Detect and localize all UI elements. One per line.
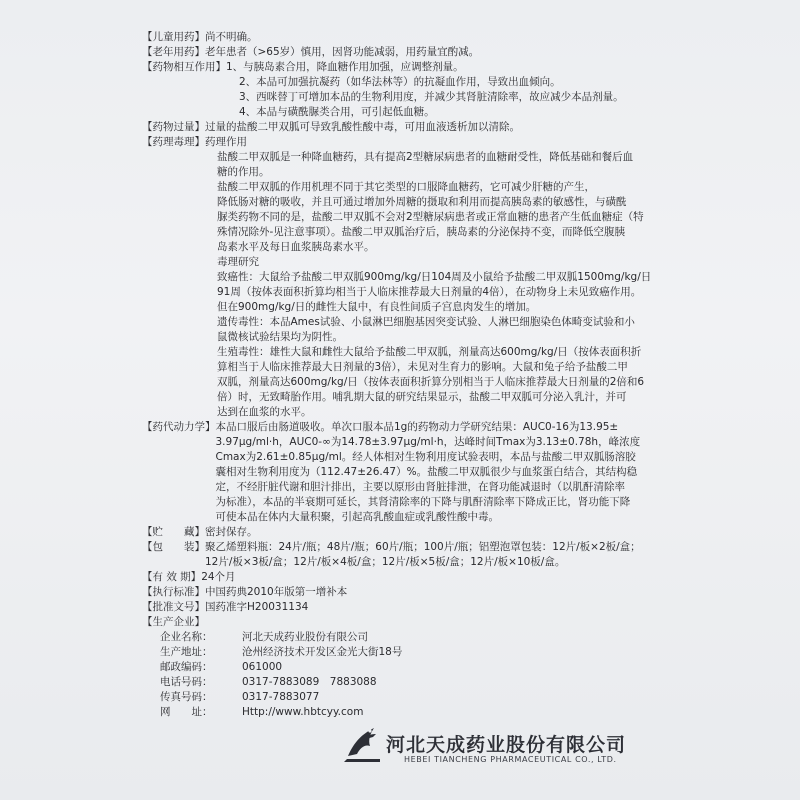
section-body: [205, 525, 662, 540]
section-sub-line: 双胍，剂量高达600mg/kg/日（按体表面积折算分别相当于人临床推荐最大日剂量的2倍和6: [217, 376, 645, 388]
section-body: [205, 135, 662, 150]
section-text-line: 老年患者（>65岁）慎用，因肾功能减弱，用药量宜酌减。: [205, 46, 480, 58]
section-sub-line: 倍）时，无致畸胎作用。哺乳期大鼠的研究结果显示，盐酸二甲双胍可分泌入乳汁，并可: [217, 391, 627, 403]
company-info-key: 企业名称：: [160, 631, 213, 643]
section-label: 【儿童用药】: [142, 31, 205, 43]
section-sub-line: 达到在血浆的水平。: [217, 406, 312, 418]
company-info-key: 网 址：: [160, 706, 213, 718]
company-info-value: Http://www.hbtcyy.com: [242, 706, 364, 718]
section-sub-line: 但在900mg/kg/日的雌性大鼠中，有良性间质子宫息肉发生的增加。: [217, 301, 537, 313]
footer-company-name-en: HEBEI TIANCHENG PHARMACEUTICAL CO., LTD.: [404, 755, 617, 764]
company-info-row: [142, 630, 662, 645]
company-info-value: 沧州经济技术开发区金光大街18号: [242, 646, 403, 658]
section-text-line: 定，不经肝脏代谢和胆汁排出，主要以原形由肾脏排泄，在肾功能减退时（以肌酐清除率: [215, 481, 625, 493]
section-text-line: 聚乙烯塑料瓶：24片/瓶；48片/瓶；60片/瓶；100片/瓶；铝塑泡罩包装：12片/板×2板/盒；: [205, 541, 641, 553]
section-label: 【药代动力学】: [142, 421, 216, 433]
footer-company-name-cn: 河北天成药业股份有限公司: [386, 734, 627, 756]
company-info-value: 0317-7883089 7883088: [242, 676, 377, 688]
company-info-key: 传真号码：: [160, 691, 213, 703]
section-3: [142, 120, 662, 135]
section-body: [216, 420, 663, 525]
section-sub-line: 殊情况除外-见注意事项）。盐酸二甲双胍治疗后，胰岛素的分泌保持不变，而降低空腹胰: [217, 226, 626, 238]
section-0: [142, 30, 662, 45]
section-2: [142, 60, 662, 75]
section-6: [142, 525, 662, 540]
section-sub-line: 鼠微核试验结果均为阴性。: [217, 331, 343, 343]
section-body: [205, 585, 662, 600]
company-info-key: 电话号码：: [160, 676, 213, 688]
section-text-line: 3.97μg/ml·h，AUC0-∞为14.78±3.97μg/ml·h，达峰时间Tmax为3.13±0.78h，峰浓度: [215, 436, 641, 448]
section-label: 【有 效 期】: [142, 571, 202, 583]
section-text-line: 尚不明确。: [205, 31, 258, 43]
section-text-line: 密封保存。: [205, 526, 258, 538]
leaflet-content: [142, 30, 662, 720]
company-info-row: [142, 645, 662, 660]
section-sub-line: 生殖毒性：雄性大鼠和雌性大鼠给予盐酸二甲双胍，剂量高达600mg/kg/日（按体表面积折: [217, 346, 642, 358]
company-info-row: [142, 705, 662, 720]
section-sub-line: 降低肠对糖的吸收，并且可通过增加外周糖的摄取和利用而提高胰岛素的敏感性，与磺酰: [217, 196, 627, 208]
section-sub-line: 毒理研究: [217, 256, 259, 268]
section-label: 【药理毒理】: [142, 136, 205, 148]
section-sub-line: 3、西咪替丁可增加本品的生物利用度，并减少其肾脏清除率，故应减少本品剂量。: [239, 91, 624, 103]
section-text-line: 中国药典2010年版第一增补本: [205, 586, 348, 598]
section-9: [142, 585, 662, 600]
section-11: [142, 615, 662, 630]
section-4: [142, 135, 662, 150]
section-text-line: 可使本品在体内大量积聚，引起高乳酸血症或乳酸性酸中毒。: [215, 511, 499, 523]
section-sub-line: 糖的作用。: [217, 166, 270, 178]
section-sub-line: 91周（按体表面积折算均相当于人临床推荐最大日剂量的4倍），在动物身上未见致癌作用。: [217, 286, 642, 298]
section-text-line: 24个月: [201, 571, 236, 583]
section-sub-line: 盐酸二甲双胍的作用机理不同于其它类型的口服降血糖药，它可减少肝糖的产生，: [217, 181, 595, 193]
section-body: [205, 30, 662, 45]
section-label: 【生产企业】: [142, 616, 205, 628]
section-text-line: 12片/板×3板/盒；12片/板×4板/盒；12片/板×5板/盒；12片/板×10板/盒。: [205, 556, 566, 568]
section-text-line: 本品口服后由肠道吸收。单次口服本品1g的药物动力学研究结果：AUC0-16为13.95±: [215, 421, 619, 433]
company-info-row: [142, 690, 662, 705]
section-sub-line: 2、本品可加强抗凝药（如华法林等）的抗凝血作用，导致出血倾向。: [239, 76, 561, 88]
section-label: 【贮 藏】: [142, 526, 205, 538]
company-info-key: 邮政编码：: [160, 661, 213, 673]
section-label: 【执行标准】: [142, 586, 205, 598]
company-info-key: 生产地址：: [160, 646, 213, 658]
company-footer: [340, 722, 660, 772]
section-body: [205, 45, 662, 60]
company-info-value: 061000: [242, 661, 283, 673]
section-text-line: 1、与胰岛素合用，降血糖作用加强，应调整剂量。: [226, 61, 464, 73]
section-text-line: 过量的盐酸二甲双胍可导致乳酸性酸中毒，可用血液透析加以清除。: [205, 121, 520, 133]
section-1: [142, 45, 662, 60]
section-text-line: 为标准），本品的半衰期可延长，其肾清除率的下降与肌酐清除率下降成正比，肾功能下降: [215, 496, 631, 508]
section-7: [142, 540, 662, 570]
section-label: 【包 装】: [142, 541, 205, 553]
section-label: 【药物过量】: [142, 121, 205, 133]
section-sub-line: 致癌性：大鼠给予盐酸二甲双胍900mg/kg/日104周及小鼠给予盐酸二甲双胍1500mg/kg/日: [217, 271, 652, 283]
section-8: [142, 570, 662, 585]
section-body: [205, 600, 662, 615]
section-sub-line: 算相当于人临床推荐最大日剂量的3倍），未见对生育力的影响。大鼠和兔子给予盐酸二甲: [217, 361, 628, 373]
section-body: [201, 570, 662, 585]
section-sub-line: 4、本品与磺酰脲类合用，可引起低血糖。: [239, 106, 435, 118]
section-text-line: 国药准字H20031134: [205, 601, 309, 613]
company-info-value: 河北天成药业股份有限公司: [242, 631, 368, 643]
eagle-logo-icon: [340, 722, 384, 766]
section-label: 【批准文号】: [142, 601, 205, 613]
section-body: [226, 60, 662, 75]
section-text-line: Cmax为2.61±0.85μg/ml。经人体相对生物利用度试验表明，本品与盐酸二甲双胍肠溶胶: [215, 451, 636, 463]
section-text-line: 囊相对生物利用度为（112.47±26.47）%。盐酸二甲双胍很少与血浆蛋白结合，其结构稳: [215, 466, 638, 478]
section-sub-line: 盐酸二甲双胍是一种降血糖药，具有提高2型糖尿病患者的血糖耐受性，降低基础和餐后血: [217, 151, 634, 163]
section-body: [205, 120, 662, 135]
section-sub-line: 岛素水平及每日血浆胰岛素水平。: [217, 241, 375, 253]
section-5: [142, 420, 662, 525]
section-sub-line: 遗传毒性：本品Ames试验、小鼠淋巴细胞基因突变试验、人淋巴细胞染色体畸变试验和小: [217, 316, 635, 328]
company-info-value: 0317-7883077: [242, 691, 320, 703]
section-body: [205, 540, 662, 570]
company-info-row: [142, 675, 662, 690]
section-text-line: 药理作用: [205, 136, 247, 148]
section-sub-line: 脲类药物不同的是，盐酸二甲双胍不会对2型糖尿病患者或正常血糖的患者产生低血糖症（特: [217, 211, 644, 223]
section-10: [142, 600, 662, 615]
company-info-row: [142, 660, 662, 675]
section-label: 【老年用药】: [142, 46, 205, 58]
section-label: 【药物相互作用】: [142, 61, 226, 73]
